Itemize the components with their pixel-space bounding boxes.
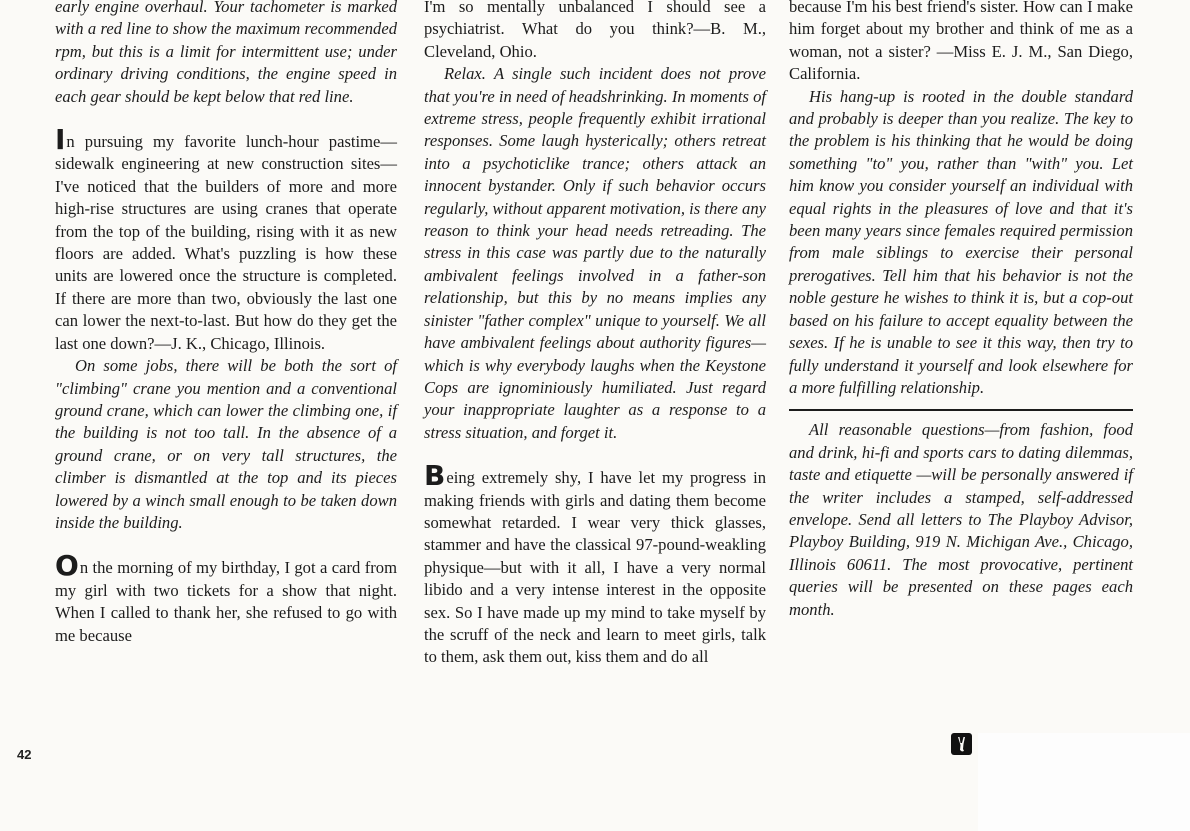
rabbit-head-icon [951, 733, 972, 755]
question-text: n pursuing my favorite lunch-hour pastime—sidewalk engineering at new construction sites—I've noticed that the builders of more and more high-rise structures are using cranes that operate from the top of the building, rising with it as new floors are added. What's puzzling is how these units are lowered once the structure is completed. If there are more than two, obviously the last one can lower the next-to-last. But how do they get the last one down?—J. K., Chicago, Illinois. [55, 132, 397, 353]
drop-cap: O [55, 549, 79, 583]
drop-cap: B [424, 459, 446, 493]
question-tail: because I'm his best friend's sister. How can I make him forget about my brother and think of me as a woman, not a sister? —Miss E. J. M., San Diego, California. [789, 0, 1133, 84]
column-2 [424, 0, 766, 669]
question-tail: I'm so mentally unbalanced I should see a psychiatrist. What do you think?—B. M., Cleveland, Ohio. [424, 0, 766, 61]
column-3 [789, 0, 1133, 621]
question-text: n the morning of my birthday, I got a card from my girl with two tickets for a show that night. When I called to thank her, she refused to go with me because [55, 558, 397, 645]
divider-rule [789, 409, 1133, 411]
drop-cap: I [55, 123, 66, 157]
question-shy [424, 459, 766, 669]
answer-tail: early engine overhaul. Your tachometer is marked with a red line to show the maximum recommended rpm, but this is a limit for intermittent use; under ordinary driving conditions, the engine speed in each gear should be kept below that red line. [55, 0, 397, 106]
page-number: 42 [17, 747, 32, 762]
answer-laughter: Relax. A single such incident does not prove that you're in need of headshrinking. In moments of extreme stress, people frequently exhibit irrational responses. Some laugh hysterically; others retreat into a psychoticlike trance; others attack an innocent bystander. Only if such behavior occurs regularly, without apparent motivation, is there any reason to think your head needs retreading. The stress in this case was partly due to the naturally ambivalent feelings involved in a father-son relationship, but this by no means implies any sinister "father complex" unique to yourself. We all have ambivalent feelings about authority figures—which is why everybody laughs when the Keystone Cops are ignominiously humiliated. Just regard your inappropriate laughter as a response to a stress situation, and forget it. [424, 64, 766, 442]
answer-sibling: His hang-up is rooted in the double standard and probably is deeper than you realize. The key to the problem is his thinking that he would be doing something "to" you, rather than "with" you. Let him know you consider yourself an individual with equal rights in the pleasures of love and that it's been many years since females required permission from male siblings to exercise their personal prerogatives. Tell him that his behavior is not the noble gesture he wishes to think it is, but a cop-out based on his failure to accept equality between the sexes. If he is unable to see it this way, then try to fully understand it yourself and look elsewhere for a more fulfilling relationship. [789, 86, 1133, 397]
advisor-footer-note: All reasonable questions—from fashion, food and drink, hi-fi and sports cars to dating dilemmas, taste and etiquette —will be personally answered if the writer includes a stamped, self-addressed envelope. Send all letters to The Playboy Advisor, Playboy Building, 919 N. Michigan Ave., Chicago, Illinois 60611. The most provocative, pertinent queries will be presented on these pages each month. [789, 420, 1133, 619]
question-crane [55, 123, 397, 355]
question-birthday [55, 549, 397, 647]
blank-area [978, 733, 1190, 831]
column-1 [55, 0, 397, 647]
question-text: eing extremely shy, I have let my progress in making friends with girls and dating them become somewhat retarded. I wear very thick glasses, stammer and have the classical 97-pound-weakling physique—but with it all, I have a very normal libido and a very intense interest in the opposite sex. So I have made up my mind to take myself by the scruff of the neck and learn to meet girls, talk to them, ask them out, kiss them and do all [424, 468, 766, 667]
answer-crane: On some jobs, there will be both the sort of "climbing" crane you mention and a conventional ground crane, which can lower the climbing one, if the building is not too tall. In the absence of a ground crane, or on very tall structures, the climber is dismantled at the top and its pieces lowered by a winch small enough to be taken down inside the building. [55, 356, 397, 532]
